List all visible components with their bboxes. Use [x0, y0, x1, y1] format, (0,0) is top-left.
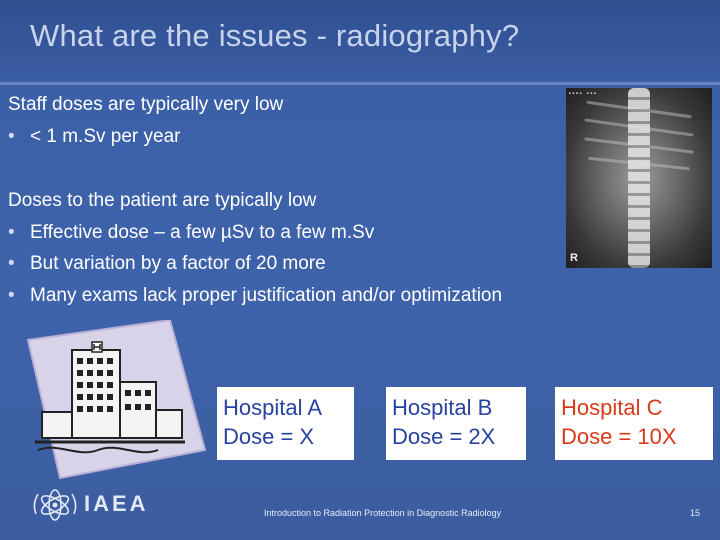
hospital-b-card — [386, 387, 526, 460]
spine-icon — [628, 88, 650, 268]
xray-side-marker: R — [570, 252, 578, 264]
patient-bullet — [8, 253, 326, 275]
patient-heading: Doses to the patient are typically low — [8, 190, 317, 211]
hospital-dose: Dose = X — [223, 424, 315, 449]
slide-title: What are the issues - radiography? — [30, 18, 520, 53]
iaea-logo-text: IAEA — [84, 491, 149, 516]
hospital-name: Hospital B — [392, 395, 493, 420]
staff-bullet-text: < 1 m.Sv per year — [30, 126, 181, 147]
title-divider — [0, 82, 720, 85]
patient-bullet — [8, 222, 374, 244]
bullet-icon: • — [8, 253, 15, 274]
bullet-icon: • — [8, 285, 15, 306]
hospital-name: Hospital C — [561, 395, 663, 420]
page-number: 15 — [690, 508, 701, 518]
staff-bullet — [8, 126, 180, 148]
hospital-c-card — [555, 387, 713, 460]
bullet-icon: • — [8, 126, 15, 147]
xray-annotation: ▪▪▪▪ ▪▪▪ — [568, 90, 597, 97]
hospital-dose: Dose = 2X — [392, 424, 496, 449]
footer-course-title: Introduction to Radiation Protection in Diagnostic Radiology — [264, 508, 502, 518]
patient-bullet-text: Effective dose – a few µSv to a few m.Sv — [30, 222, 375, 243]
bullet-icon: • — [8, 222, 15, 243]
spine-xray-image — [566, 88, 712, 268]
patient-bullet — [8, 285, 502, 307]
patient-bullet-text: Many exams lack proper justification and/or optimization — [30, 285, 503, 306]
patient-bullet-text: But variation by a factor of 20 more — [30, 253, 326, 274]
hospital-building-icon — [20, 320, 210, 480]
hospital-a-card — [217, 387, 354, 460]
staff-heading: Staff doses are typically very low — [8, 94, 284, 115]
hospital-name: Hospital A — [223, 395, 323, 420]
hospital-dose: Dose = 10X — [561, 424, 677, 449]
